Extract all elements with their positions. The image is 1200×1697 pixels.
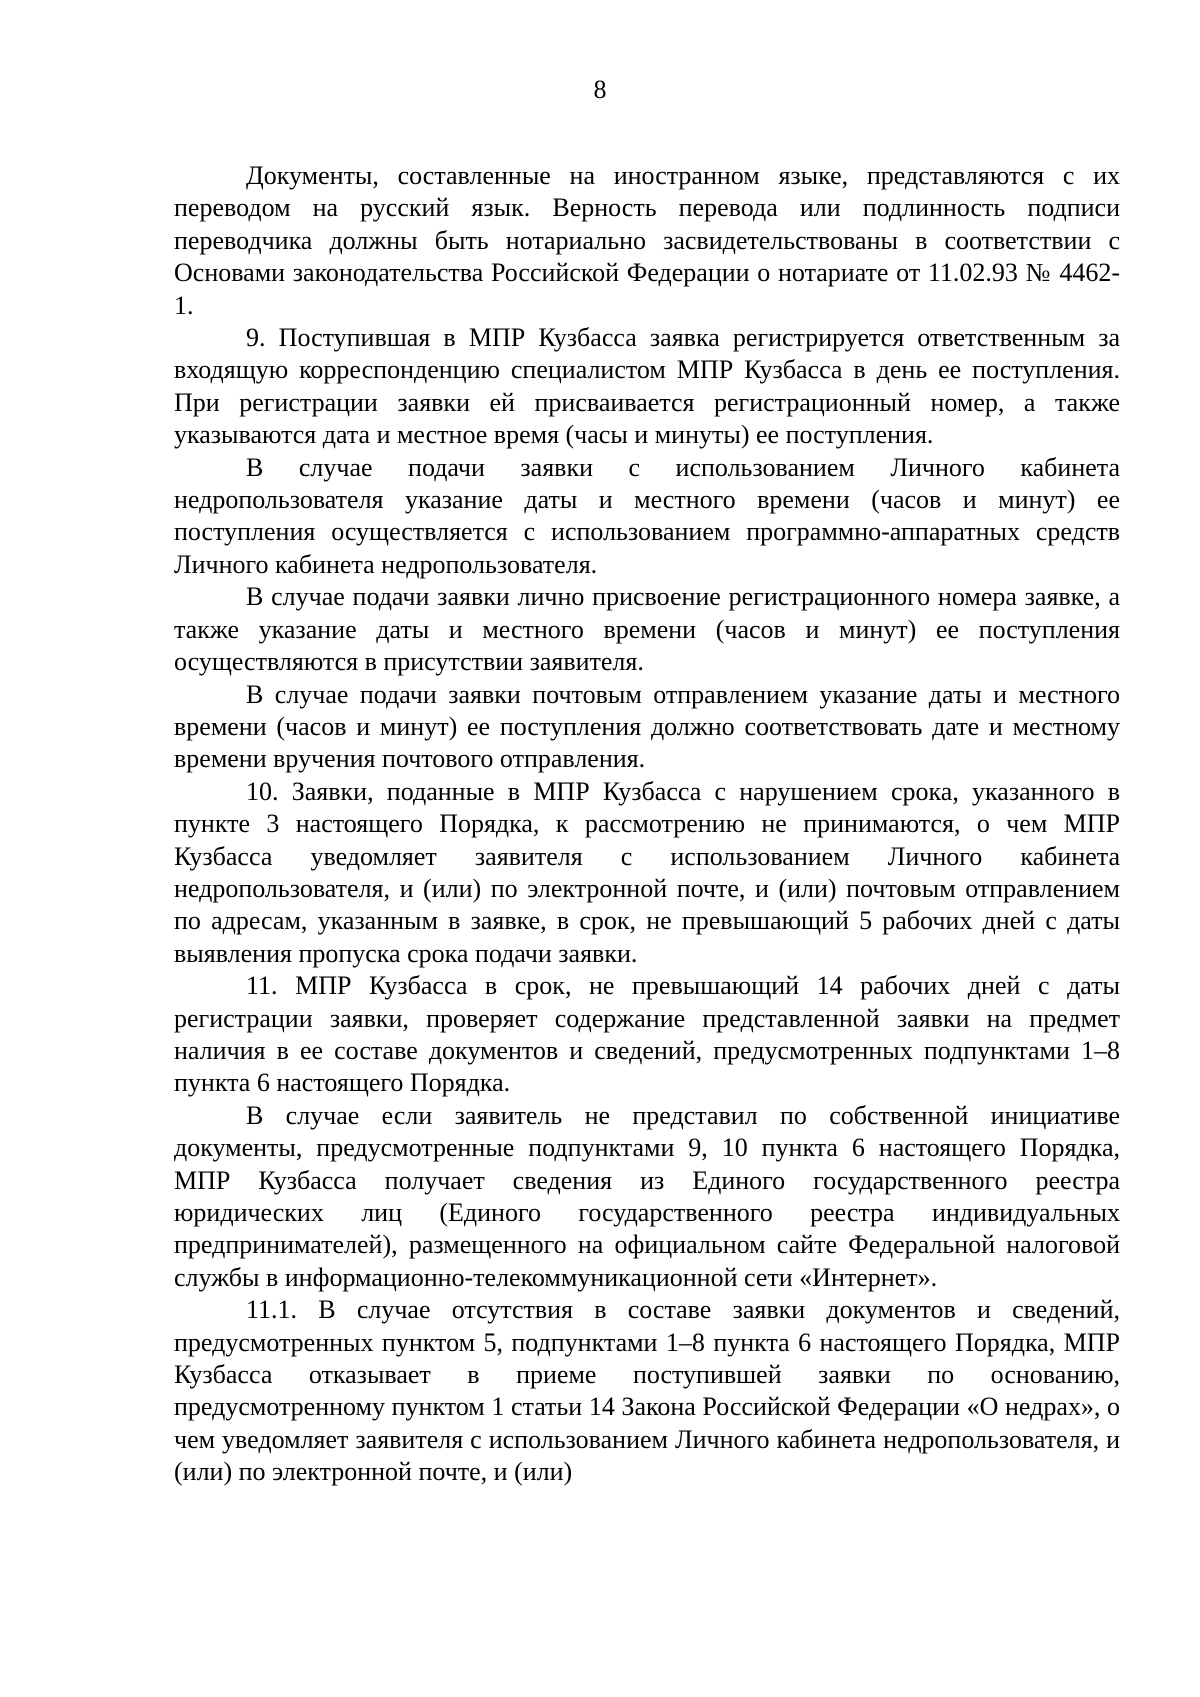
document-body bbox=[174, 160, 1120, 1489]
paragraph-postal: В случае подачи заявки почтовым отправлением указание даты и местного времени (часов и минут) ее поступления должно соответствовать дате и местному времени вручения почтового отправления. bbox=[174, 679, 1120, 774]
paragraph-registry-info: В случае если заявитель не представил по собственной инициативе документы, предусмотренные подпунктами 9, 10 пункта 6 настоящего Порядка, МПР Кузбасса получает сведения из Единого государственного реестра юридических лиц (Единого государственного реестра индивидуальных предпринимателей), размещенного на официальном сайте Федеральной налоговой службы в информационно-телекоммуникационной сети «Интернет». bbox=[174, 1100, 1120, 1292]
paragraph-in-person: В случае подачи заявки лично присвоение регистрационного номера заявке, а также указание даты и местного времени (часов и минут) ее поступления осуществляются в присутствии заявителя. bbox=[174, 582, 1120, 677]
paragraph-item-10: 10. Заявки, поданные в МПР Кузбасса с нарушением срока, указанного в пункте 3 настоящего Порядка, к рассмотрению не принимаются, о чем МПР Кузбасса уведомляет заявителя с использованием Личного кабинета недропользователя, и (или) по электронной почте, и (или) почтовым отправлением по адресам, указанным в заявке, в срок, не превышающий 5 рабочих дней с даты выявления пропуска срока подачи заявки. bbox=[174, 776, 1120, 968]
paragraph-item-11: 11. МПР Кузбасса в срок, не превышающий 14 рабочих дней с даты регистрации заявки, проверяет содержание представленной заявки на предмет наличия в ее составе документов и сведений, предусмотренных подпунктами 1–8 пункта 6 настоящего Порядка. bbox=[174, 971, 1120, 1098]
paragraph-item-9: 9. Поступившая в МПР Кузбасса заявка регистрируется ответственным за входящую корреспонденцию специалистом МПР Кузбасса в день ее поступления. При регистрации заявки ей присваивается регистрационный номер, а также указываются дата и местное время (часы и минуты) ее поступления. bbox=[174, 323, 1120, 450]
page-number: 8 bbox=[593, 75, 607, 104]
paragraph-foreign-documents: Документы, составленные на иностранном языке, представляются с их переводом на русский язык. Верность перевода или подлинность подписи переводчика должны быть нотариально засвидетельствованы в соответствии с Основами законодательства Российской Федерации о нотариате от 11.02.93 № 4462-1. bbox=[174, 161, 1120, 320]
paragraph-personal-account: В случае подачи заявки с использованием Личного кабинета недропользователя указание даты и местного времени (часов и минут) ее поступления осуществляется с использованием программно-аппаратных средств Личного кабинета недропользователя. bbox=[174, 452, 1120, 579]
paragraph-item-11-1: 11.1. В случае отсутствия в составе заявки документов и сведений, предусмотренных пунктом 5, подпунктами 1–8 пункта 6 настоящего Порядка, МПР Кузбасса отказывает в приеме поступившей заявки по основанию, предусмотренному пунктом 1 статьи 14 Закона Российской Федерации «О недрах», о чем уведомляет заявителя с использованием Личного кабинета недропользователя, и (или) по электронной почте, и (или) bbox=[174, 1295, 1120, 1487]
